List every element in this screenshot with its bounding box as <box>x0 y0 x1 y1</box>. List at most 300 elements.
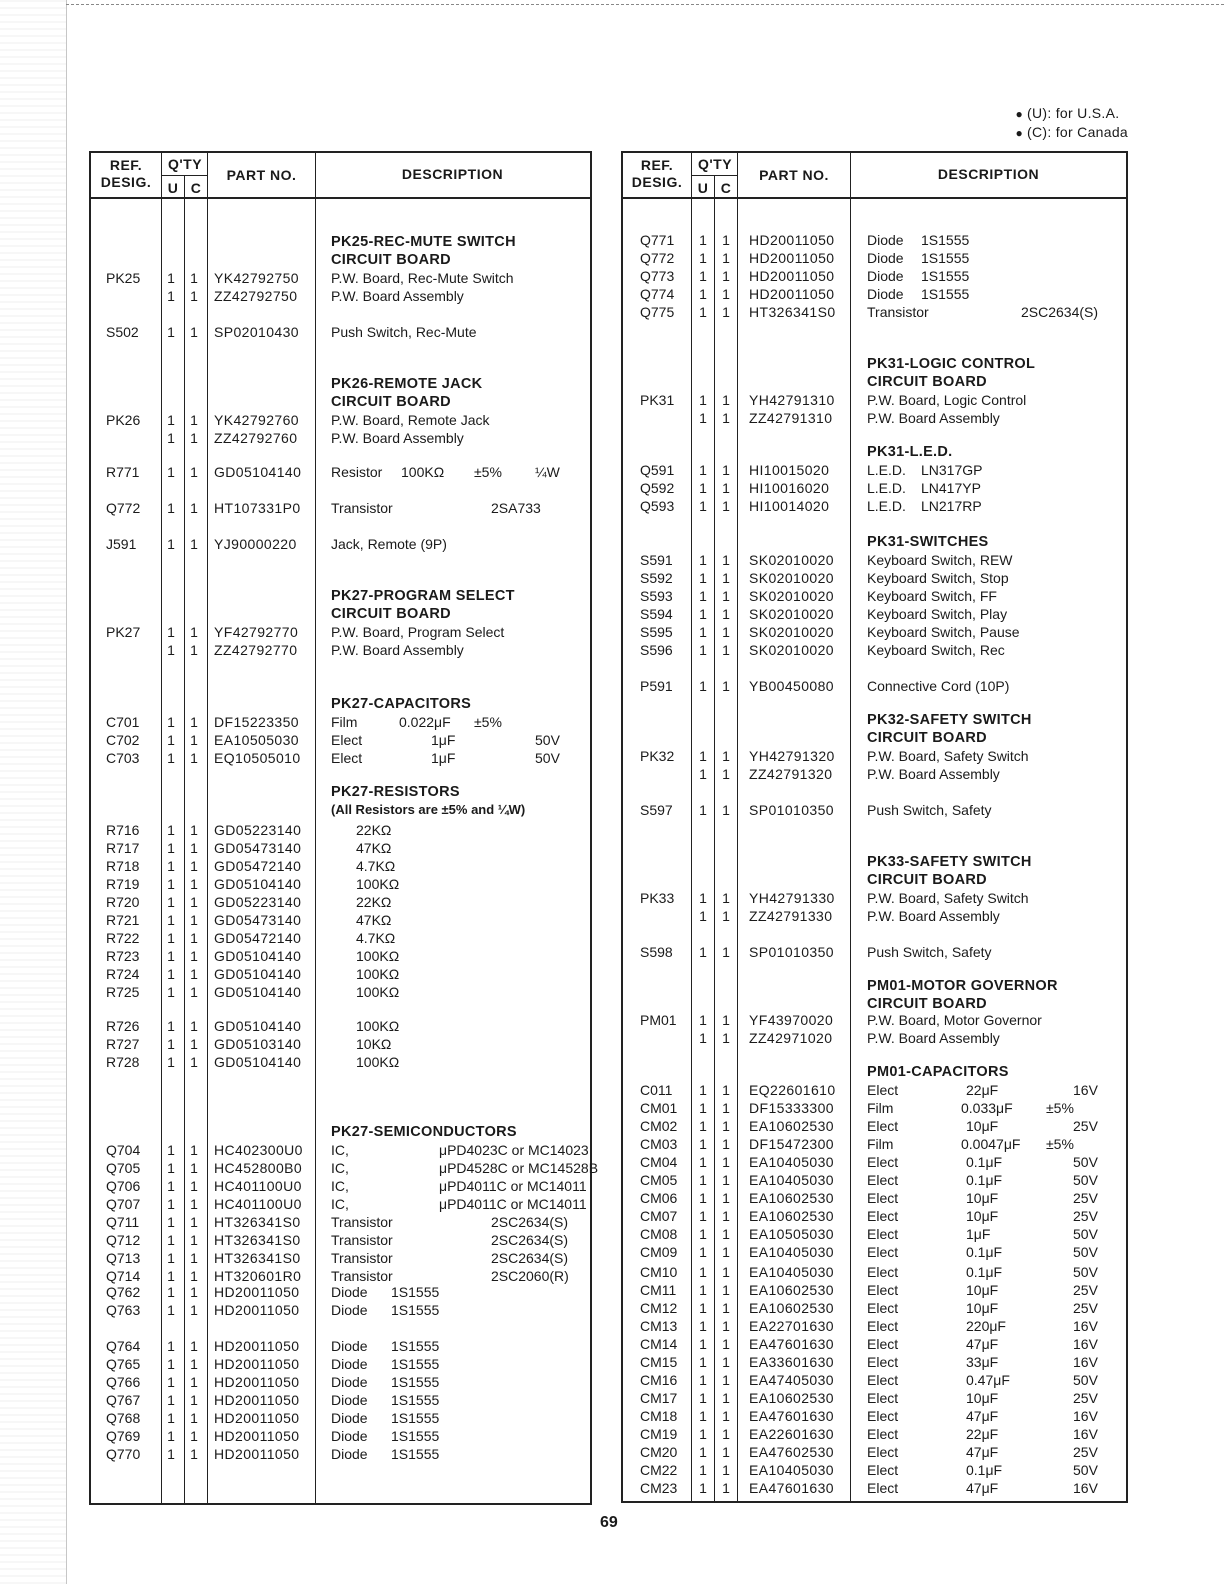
rating: 16V <box>1073 1318 1098 1334</box>
section-title: PK27-PROGRAM SELECT <box>331 588 515 604</box>
table-row <box>623 1479 1126 1497</box>
table-row <box>623 1425 1126 1443</box>
value: 0.47μF <box>966 1372 1010 1388</box>
section-title: CIRCUIT BOARD <box>867 730 987 746</box>
qty-canada: 1 <box>190 1178 198 1194</box>
description: P.W. Board Assembly <box>867 410 1000 426</box>
value: 22μF <box>966 1082 999 1098</box>
qty-canada: 1 <box>190 1142 198 1158</box>
table-row <box>91 1445 590 1463</box>
value: 100KΩ <box>356 966 400 982</box>
description: Elect <box>867 1154 899 1170</box>
qty-canada: 1 <box>190 858 198 874</box>
part-number: YH42791310 <box>749 392 835 408</box>
ref-designator: CM09 <box>640 1244 678 1260</box>
part-number: YF43970020 <box>749 1012 834 1028</box>
ref-designator: CM19 <box>640 1426 678 1442</box>
part-number: EA22701630 <box>749 1318 834 1334</box>
table-row <box>91 821 590 839</box>
value: 10μF <box>966 1208 999 1224</box>
value: 47KΩ <box>356 912 392 928</box>
header-description: DESCRIPTION <box>401 166 504 182</box>
qty-canada: 1 <box>190 966 198 982</box>
value: 1S1555 <box>921 232 970 248</box>
table-row <box>623 249 1126 267</box>
qty-canada: 1 <box>722 1444 730 1460</box>
qty-us: 1 <box>699 268 707 284</box>
description: L.E.D. <box>867 480 906 496</box>
ref-designator: Q773 <box>640 268 675 284</box>
qty-us: 1 <box>167 1232 175 1248</box>
description: Diode <box>331 1428 368 1444</box>
value: LN417YP <box>921 480 981 496</box>
part-number: EA10602530 <box>749 1300 834 1316</box>
part-number: SK02010020 <box>749 570 834 586</box>
qty-canada: 1 <box>722 552 730 568</box>
qty-canada: 1 <box>190 984 198 1000</box>
part-number: HD20011050 <box>749 268 835 284</box>
description: P.W. Board Assembly <box>331 430 464 446</box>
section-heading <box>623 1063 1126 1081</box>
table-row <box>623 889 1126 907</box>
rating: 25V <box>1073 1282 1098 1298</box>
part-number: EA47405030 <box>749 1372 834 1388</box>
ref-designator: CM16 <box>640 1372 678 1388</box>
part-number: HD20011050 <box>214 1428 300 1444</box>
part-number: HI10014020 <box>749 498 830 514</box>
qty-canada: 1 <box>190 624 198 640</box>
qty-us: 1 <box>167 270 175 286</box>
value: 47μF <box>966 1444 999 1460</box>
qty-canada: 1 <box>190 1392 198 1408</box>
qty-canada: 1 <box>190 1196 198 1212</box>
value: 1μF <box>966 1226 991 1242</box>
ref-designator: S592 <box>640 570 673 586</box>
table-row <box>91 323 590 341</box>
part-number: GD05104140 <box>214 984 302 1000</box>
part-number: GD05104140 <box>214 876 302 892</box>
ref-designator: CM17 <box>640 1390 678 1406</box>
qty-us: 1 <box>699 624 707 640</box>
section-title: CIRCUIT BOARD <box>331 252 451 268</box>
part-number: GD05473140 <box>214 840 302 856</box>
qty-canada: 1 <box>190 500 198 516</box>
ref-designator: R724 <box>106 966 140 982</box>
part-number: EA47601630 <box>749 1336 834 1352</box>
qty-us: 1 <box>699 498 707 514</box>
qty-canada: 1 <box>722 1030 730 1046</box>
part-number: HC452800B0 <box>214 1160 303 1176</box>
ref-designator: Q711 <box>106 1214 140 1230</box>
part-number: DF15333300 <box>749 1100 834 1116</box>
part-number: HD20011050 <box>214 1356 300 1372</box>
part-number: HT107331P0 <box>214 500 301 516</box>
section-title: PK31-LOGIC CONTROL <box>867 356 1036 372</box>
section-title: PK25-REC-MUTE SWITCH <box>331 234 516 250</box>
ref-designator: CM13 <box>640 1318 678 1334</box>
qty-canada: 1 <box>190 714 198 730</box>
qty-canada: 1 <box>190 642 198 658</box>
value: 1S1555 <box>391 1284 440 1300</box>
part-number: HD20011050 <box>214 1410 300 1426</box>
part-number: HC401100U0 <box>214 1196 302 1212</box>
section-heading <box>623 871 1126 889</box>
part-number: EA10405030 <box>749 1462 834 1478</box>
qty-us: 1 <box>699 1136 707 1152</box>
part-number: EA10602530 <box>749 1208 834 1224</box>
description: Elect <box>867 1462 899 1478</box>
qty-canada: 1 <box>722 1264 730 1280</box>
ref-designator: PK32 <box>640 748 675 764</box>
part-number: YH42791330 <box>749 890 835 906</box>
value: 47μF <box>966 1336 999 1352</box>
value: 1S1555 <box>921 268 970 284</box>
qty-us: 1 <box>167 324 175 340</box>
ref-designator: S502 <box>106 324 139 340</box>
section-title: CIRCUIT BOARD <box>867 996 987 1012</box>
qty-canada: 1 <box>722 1426 730 1442</box>
description: Elect <box>867 1244 899 1260</box>
qty-us: 1 <box>699 1354 707 1370</box>
qty-us: 1 <box>699 1300 707 1316</box>
qty-us: 1 <box>699 392 707 408</box>
table-row <box>623 801 1126 819</box>
qty-canada: 1 <box>722 1012 730 1028</box>
section-title: PK31-SWITCHES <box>867 534 989 550</box>
ref-designator: CM12 <box>640 1300 678 1316</box>
qty-canada: 1 <box>722 304 730 320</box>
part-number: HC402300U0 <box>214 1142 303 1158</box>
value: μPD4011C or MC14011 <box>439 1178 587 1194</box>
part-number: SK02010020 <box>749 588 834 604</box>
header-qty: Q'TY <box>697 156 733 172</box>
description: Elect <box>867 1408 899 1424</box>
value: 1S1555 <box>391 1410 440 1426</box>
qty-us: 1 <box>699 1118 707 1134</box>
qty-canada: 1 <box>190 536 198 552</box>
table-row <box>623 943 1126 961</box>
ref-designator: CM08 <box>640 1226 678 1242</box>
description: Elect <box>867 1336 899 1352</box>
value: 0.1μF <box>966 1244 1003 1260</box>
description: Elect <box>331 732 363 748</box>
ref-designator: Q774 <box>640 286 675 302</box>
qty-canada: 1 <box>722 480 730 496</box>
qty-canada: 1 <box>722 1154 730 1170</box>
value: 22μF <box>966 1426 999 1442</box>
value: μPD4023C or MC14023 <box>439 1142 589 1158</box>
ref-designator: PK25 <box>106 270 141 286</box>
qty-us: 1 <box>167 430 175 446</box>
qty-canada: 1 <box>722 1372 730 1388</box>
part-number: HT326341S0 <box>214 1232 301 1248</box>
table-row <box>623 1117 1126 1135</box>
legend <box>1015 104 1128 142</box>
description: L.E.D. <box>867 462 906 478</box>
ref-designator: Q772 <box>106 500 141 516</box>
description: Push Switch, Rec-Mute <box>331 324 477 340</box>
part-number: ZZ42791310 <box>749 410 833 426</box>
qty-canada: 1 <box>190 1036 198 1052</box>
part-number: EA10602530 <box>749 1282 834 1298</box>
qty-canada: 1 <box>190 1232 198 1248</box>
part-number: HD20011050 <box>214 1284 300 1300</box>
qty-us: 1 <box>699 908 707 924</box>
qty-canada: 1 <box>722 642 730 658</box>
qty-canada: 1 <box>722 1208 730 1224</box>
description: Keyboard Switch, Stop <box>867 570 1009 586</box>
table-row <box>91 1283 590 1301</box>
ref-designator: CM14 <box>640 1336 678 1352</box>
part-number: HD20011050 <box>749 286 835 302</box>
part-number: GD05104140 <box>214 1018 302 1034</box>
value: μPD4011C or MC14011 <box>439 1196 587 1212</box>
value: 47KΩ <box>356 840 392 856</box>
qty-us: 1 <box>699 232 707 248</box>
value: LN317GP <box>921 462 983 478</box>
qty-canada: 1 <box>722 570 730 586</box>
qty-us: 1 <box>167 412 175 428</box>
qty-canada: 1 <box>190 430 198 446</box>
qty-canada: 1 <box>190 840 198 856</box>
qty-us: 1 <box>699 1208 707 1224</box>
table-row <box>623 1135 1126 1153</box>
section-title: CIRCUIT BOARD <box>331 394 451 410</box>
qty-us: 1 <box>167 912 175 928</box>
description: Diode <box>867 250 904 266</box>
qty-canada: 1 <box>722 268 730 284</box>
section-heading <box>623 373 1126 391</box>
rating: 50V <box>1073 1462 1098 1478</box>
table-row <box>91 535 590 553</box>
ref-designator: R728 <box>106 1054 140 1070</box>
qty-us: 1 <box>167 1392 175 1408</box>
section-title: PK26-REMOTE JACK <box>331 376 483 392</box>
qty-us: 1 <box>167 858 175 874</box>
description: Diode <box>331 1446 368 1462</box>
qty-us: 1 <box>699 1172 707 1188</box>
scan-edge-artifact <box>0 0 67 1584</box>
table-row <box>91 857 590 875</box>
part-number: EA10602530 <box>749 1390 834 1406</box>
description: Transistor <box>331 1268 393 1284</box>
rating: 25V <box>1073 1118 1098 1134</box>
table-row <box>91 1159 599 1177</box>
tolerance: ±5% <box>1046 1136 1074 1152</box>
description: Diode <box>331 1392 368 1408</box>
parts-table-left <box>89 151 599 1505</box>
qty-us: 1 <box>699 642 707 658</box>
part-number: GD05104140 <box>214 966 302 982</box>
table-row <box>623 409 1126 427</box>
value: 1S1555 <box>921 250 970 266</box>
description: Transistor <box>867 304 929 320</box>
table-row <box>623 1011 1126 1029</box>
ref-designator: Q705 <box>106 1160 141 1176</box>
ref-designator: S596 <box>640 642 673 658</box>
table-row <box>91 411 590 429</box>
value: μPD4528C or MC14528B <box>439 1160 599 1176</box>
rating: 50V <box>1073 1372 1098 1388</box>
tolerance: ±5% <box>474 464 502 480</box>
ref-designator: C703 <box>106 750 140 766</box>
qty-us: 1 <box>699 1244 707 1260</box>
description: Jack, Remote (9P) <box>331 536 447 552</box>
value: 22KΩ <box>356 822 392 838</box>
qty-canada: 1 <box>722 1190 730 1206</box>
part-number: HD20011050 <box>214 1446 300 1462</box>
ref-designator: R725 <box>106 984 140 1000</box>
value: 220μF <box>966 1318 1006 1334</box>
description: P.W. Board, Safety Switch <box>867 748 1029 764</box>
description: Diode <box>331 1284 368 1300</box>
qty-us: 1 <box>167 750 175 766</box>
part-number: GD05473140 <box>214 912 302 928</box>
table-row <box>623 497 1126 515</box>
qty-canada: 1 <box>190 876 198 892</box>
table-row <box>623 1299 1126 1317</box>
table-row <box>623 587 1126 605</box>
table-row <box>623 641 1126 659</box>
rating: 25V <box>1073 1190 1098 1206</box>
table-row <box>91 947 590 965</box>
qty-us: 1 <box>167 894 175 910</box>
qty-us: 1 <box>167 1160 175 1176</box>
qty-us: 1 <box>167 984 175 1000</box>
qty-canada: 1 <box>190 270 198 286</box>
qty-us: 1 <box>699 1336 707 1352</box>
table-row <box>623 1371 1126 1389</box>
qty-us: 1 <box>167 1446 175 1462</box>
part-number: ZZ42791330 <box>749 908 833 924</box>
qty-canada: 1 <box>722 286 730 302</box>
ref-designator: Q593 <box>640 498 675 514</box>
value: 0.1μF <box>966 1172 1003 1188</box>
description: Connective Cord (10P) <box>867 678 1010 694</box>
part-number: HD20011050 <box>749 250 835 266</box>
table-row <box>91 1213 590 1231</box>
ref-designator: R722 <box>106 930 140 946</box>
table-row <box>91 749 590 767</box>
table-row <box>623 551 1126 569</box>
description: Elect <box>867 1208 899 1224</box>
value: 4.7KΩ <box>356 930 396 946</box>
qty-canada: 1 <box>190 324 198 340</box>
part-number: ZZ42792770 <box>214 642 298 658</box>
qty-us: 1 <box>699 1480 707 1496</box>
section-heading <box>91 1123 590 1141</box>
ref-designator: Q763 <box>106 1302 141 1318</box>
qty-us: 1 <box>699 1082 707 1098</box>
table-row <box>623 1243 1126 1261</box>
header-c: C <box>190 180 202 196</box>
description: Film <box>331 714 358 730</box>
qty-canada: 1 <box>722 1480 730 1496</box>
description: Keyboard Switch, FF <box>867 588 997 604</box>
table-row <box>623 303 1126 321</box>
qty-us: 1 <box>167 1142 175 1158</box>
header-part-no: PART NO. <box>759 167 829 183</box>
table-row <box>623 1263 1126 1281</box>
qty-canada: 1 <box>190 1018 198 1034</box>
ref-designator: C011 <box>640 1082 673 1098</box>
part-number: YJ90000220 <box>214 536 297 552</box>
qty-us: 1 <box>699 1282 707 1298</box>
table-row <box>91 1301 590 1319</box>
table-row <box>623 1335 1126 1353</box>
page-number: 69 <box>600 1514 618 1531</box>
header-c: C <box>720 180 732 196</box>
part-number: DF15223350 <box>214 714 299 730</box>
section-title: CIRCUIT BOARD <box>867 872 987 888</box>
value: 1S1555 <box>391 1428 440 1444</box>
qty-canada: 1 <box>190 1214 198 1230</box>
qty-canada: 1 <box>190 464 198 480</box>
table-row <box>91 1409 590 1427</box>
qty-canada: 1 <box>722 748 730 764</box>
section-title: PK31-L.E.D. <box>867 444 953 460</box>
description: Elect <box>867 1082 899 1098</box>
tolerance: ±5% <box>1046 1100 1074 1116</box>
table-row <box>623 1081 1126 1099</box>
ref-designator: CM07 <box>640 1208 678 1224</box>
table-row <box>91 429 590 447</box>
ref-designator: PK27 <box>106 624 141 640</box>
qty-us: 1 <box>699 1318 707 1334</box>
qty-us: 1 <box>699 748 707 764</box>
qty-canada: 1 <box>722 802 730 818</box>
value: 1S1555 <box>391 1374 440 1390</box>
value: 100KΩ <box>401 464 445 480</box>
part-number: EA10405030 <box>749 1244 834 1260</box>
qty-us: 1 <box>699 480 707 496</box>
ref-designator: R719 <box>106 876 140 892</box>
table-row <box>91 875 590 893</box>
qty-canada: 1 <box>722 1318 730 1334</box>
qty-canada: 1 <box>722 944 730 960</box>
description: Transistor <box>331 1232 393 1248</box>
section-heading <box>623 853 1126 871</box>
qty-canada: 1 <box>190 894 198 910</box>
table-row <box>623 1443 1126 1461</box>
qty-us: 1 <box>167 642 175 658</box>
value: 10μF <box>966 1118 999 1134</box>
ref-designator: Q771 <box>640 232 675 248</box>
value: 0.033μF <box>961 1100 1013 1116</box>
table-row <box>623 605 1126 623</box>
rating: 16V <box>1073 1082 1098 1098</box>
ref-designator: CM20 <box>640 1444 678 1460</box>
qty-us: 1 <box>699 250 707 266</box>
part-number: HD20011050 <box>214 1374 300 1390</box>
rating: 16V <box>1073 1354 1098 1370</box>
table-row <box>91 623 590 641</box>
qty-us: 1 <box>699 1462 707 1478</box>
part-number: HI10015020 <box>749 462 830 478</box>
part-number: EA10602530 <box>749 1118 834 1134</box>
qty-us: 1 <box>699 890 707 906</box>
note-text: (All Resistors are ±5% and ¼W) <box>331 802 526 817</box>
table-row <box>623 1407 1126 1425</box>
part-number: DF15472300 <box>749 1136 834 1152</box>
ref-designator: CM05 <box>640 1172 678 1188</box>
value: 4.7KΩ <box>356 858 396 874</box>
qty-canada: 1 <box>722 588 730 604</box>
part-number: EA10405030 <box>749 1154 834 1170</box>
ref-designator: Q770 <box>106 1446 141 1462</box>
part-number: EA47601630 <box>749 1408 834 1424</box>
qty-canada: 1 <box>190 1160 198 1176</box>
